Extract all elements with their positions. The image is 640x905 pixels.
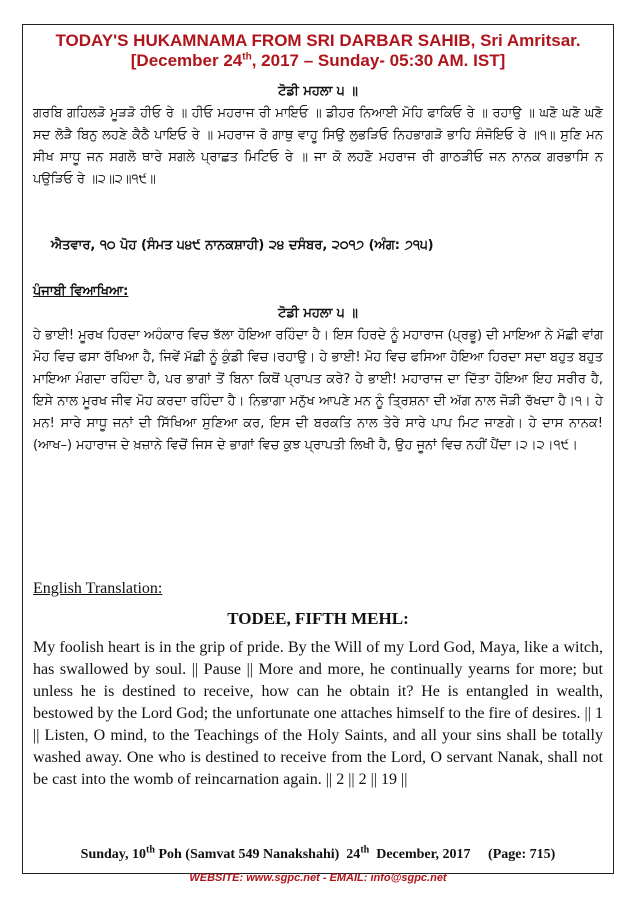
footer-date-middle: Poh (Samvat 549 Nanakshahi) 24 bbox=[154, 847, 361, 862]
footer-date-line bbox=[23, 844, 613, 863]
header-date-prefix: [December 24 bbox=[130, 51, 243, 70]
header-date-suffix: th bbox=[242, 51, 252, 63]
header-date bbox=[23, 51, 613, 71]
english-translation-label: English Translation: bbox=[33, 580, 163, 597]
gurmukhi-date-line: ਐਤਵਾਰ, ੧੦ ਪੋਹ (ਸੰਮਤ ੫੪੯ ਨਾਨਕਸ਼ਾਹੀ) ੨੪ ਦਸੰਬਰ, ੨੦੧੭ (ਅੰਗ: ੭੧੫) bbox=[51, 238, 434, 253]
punjabi-explanation-body: ਹੇ ਭਾਈ! ਮੂਰਖ ਹਿਰਦਾ ਅਹੰਕਾਰ ਵਿਚ ਝੱਲਾ ਹੋਇਆ ਰਹਿੰਦਾ ਹੈ। ਇਸ ਹਿਰਦੇ ਨੂੰ ਮਹਾਰਾਜ (ਪ੍ਰਭੂ) ਦੀ ਮਾਇਆ ਨੇ ਮੱਛੀ ਵਾਂਗ ਮੋਹ ਵਿਚ ਫਸਾ ਰੱਖਿਆ ਹੈ, ਜਿਵੇਂ ਮੱਛੀ ਨੂੰ ਕੁੰਡੀ ਵਿਚ।ਰਹਾਉ। ਹੇ ਭਾਈ! ਮੋਹ ਵਿਚ ਫਸਿਆ ਹੋਇਆ ਹਿਰਦਾ ਸਦਾ ਬਹੁਤ ਬਹੁਤ ਮਾਇਆ ਮੰਗਦਾ ਰਹਿੰਦਾ ਹੈ, ਪਰ ਭਾਗਾਂ ਤੋਂ ਬਿਨਾ ਕਿਥੋਂ ਪ੍ਰਾਪਤ ਕਰੇ? ਹੇ ਭਾਈ! ਮਹਾਰਾਜ ਦਾ ਦਿੱਤਾ ਹੋਇਆ ਇਹ ਸਰੀਰ ਹੈ, ਇਸੇ ਨਾਲ ਮੂਰਖ ਜੀਵ ਮੋਹ ਕਰਦਾ ਰਹਿੰਦਾ ਹੈ। ਨਿਭਾਗਾ ਮਨੁੱਖ ਆਪਣੇ ਮਨ ਨੂੰ ਤ੍ਰਿਸ਼ਨਾ ਦੀ ਅੱਗ ਨਾਲ ਜੋੜੀ ਰੱਖਦਾ ਹੈ।੧। ਹੇ ਮਨ! ਸਾਰੇ ਸਾਧੂ ਜਨਾਂ ਦੀ ਸਿੱਖਿਆ ਸੁਣਿਆ ਕਰ, ਇਸ ਦੀ ਬਰਕਤਿ ਨਾਲ ਤੇਰੇ ਸਾਰੇ ਪਾਪ ਮਿਟ ਜਾਣਗੇ। ਹੇ ਦਾਸ ਨਾਨਕ! (ਆਖ–) ਮਹਾਰਾਜ ਦੇ ਖ਼ਜ਼ਾਨੇ ਵਿਚੋਂ ਜਿਸ ਦੇ ਭਾਗਾਂ ਵਿਚ ਕੁਝ ਪ੍ਰਾਪਤੀ ਲਿਖੀ ਹੈ, ਉਹ ਜੂਨਾਂ ਵਿਚ ਨਹੀਂ ਪੈਂਦਾ।੨।੨।੧੯। bbox=[33, 328, 603, 453]
header-title: TODAY'S HUKAMNAMA FROM SRI DARBAR SAHIB, Sri Amritsar. bbox=[55, 31, 581, 50]
gurmukhi-title: ਟੋਡੀ ਮਹਲਾ ੫ ॥ bbox=[278, 84, 358, 99]
punjabi-title: ਟੋਡੀ ਮਹਲਾ ੫ ॥ bbox=[278, 306, 358, 321]
footer-date-rest: December, 2017 (Page: 715) bbox=[369, 847, 556, 862]
footer-website-email: WEBSITE: www.sgpc.net - EMAIL: info@sgpc.net bbox=[189, 872, 447, 884]
footer-date-suffix-1: th bbox=[146, 844, 155, 856]
english-translation-body: My foolish heart is in the grip of pride. By the Will of my Lord God, Maya, like a witch, has swallowed by soul. || Pause || More and more, he continually yearns for more; but unless he is destined to receive, how can he obtain it? He is entangled in wealth, bestowed by the Lord God; the unfortunate one attaches himself to the fire of desires. || 1 || Listen, O mind, to the Teachings of the Holy Saints, and all your sins shall be totally washed away. One who is destined to receive from the Lord, O servant Nanak, shall not be cast into the womb of reincarnation again. || 2 || 2 || 19 || bbox=[33, 639, 603, 788]
header-date-rest: , 2017 – Sunday- 05:30 AM. IST] bbox=[251, 51, 506, 70]
hukamnama-page bbox=[22, 24, 614, 884]
footer-date-prefix: Sunday, 10 bbox=[80, 847, 147, 862]
footer-date-suffix-2: th bbox=[360, 844, 370, 856]
punjabi-explanation-label: ਪੰਜਾਬੀ ਵਿਆਖਿਆ: bbox=[33, 284, 129, 299]
gurmukhi-shabad: ਗਰਬਿ ਗਹਿਲੜੋ ਮੂੜੜੋ ਹੀਓ ਰੇ ॥ ਹੀਓ ਮਹਰਾਜ ਰੀ ਮਾਇਓ ॥ ਡੀਹਰ ਨਿਆਈ ਮੋਹਿ ਫਾਕਿਓ ਰੇ ॥ ਰਹਾਉ ॥ ਘਣੋ ਘਣੋ ਘਣੋ ਸਦ ਲੋੜੈ ਬਿਨੁ ਲਹਣੇ ਕੈਠੈ ਪਾਇਓ ਰੇ ॥ ਮਹਰਾਜ ਰੋ ਗਾਥੁ ਵਾਹੂ ਸਿਉ ਲੁਭੜਿਓ ਨਿਹਭਾਗੜੋ ਭਾਹਿ ਸੰਜੋਇਓ ਰੇ ॥੧॥ ਸੁਣਿ ਮਨ ਸੀਖ ਸਾਧੂ ਜਨ ਸਗਲੋ ਥਾਰੇ ਸਗਲੇ ਪ੍ਰਾਛਤ ਮਿਟਿਓ ਰੇ ॥ ਜਾ ਕੋ ਲਹਣੋ ਮਹਰਾਜ ਰੀ ਗਾਠੜੀਓ ਜਨ ਨਾਨਕ ਗਰਭਾਸਿ ਨ ਪਉੜਿਓ ਰੇ ॥੨॥੨॥੧੯॥ bbox=[33, 106, 603, 187]
english-title: TODEE, FIFTH MEHL: bbox=[227, 609, 409, 628]
